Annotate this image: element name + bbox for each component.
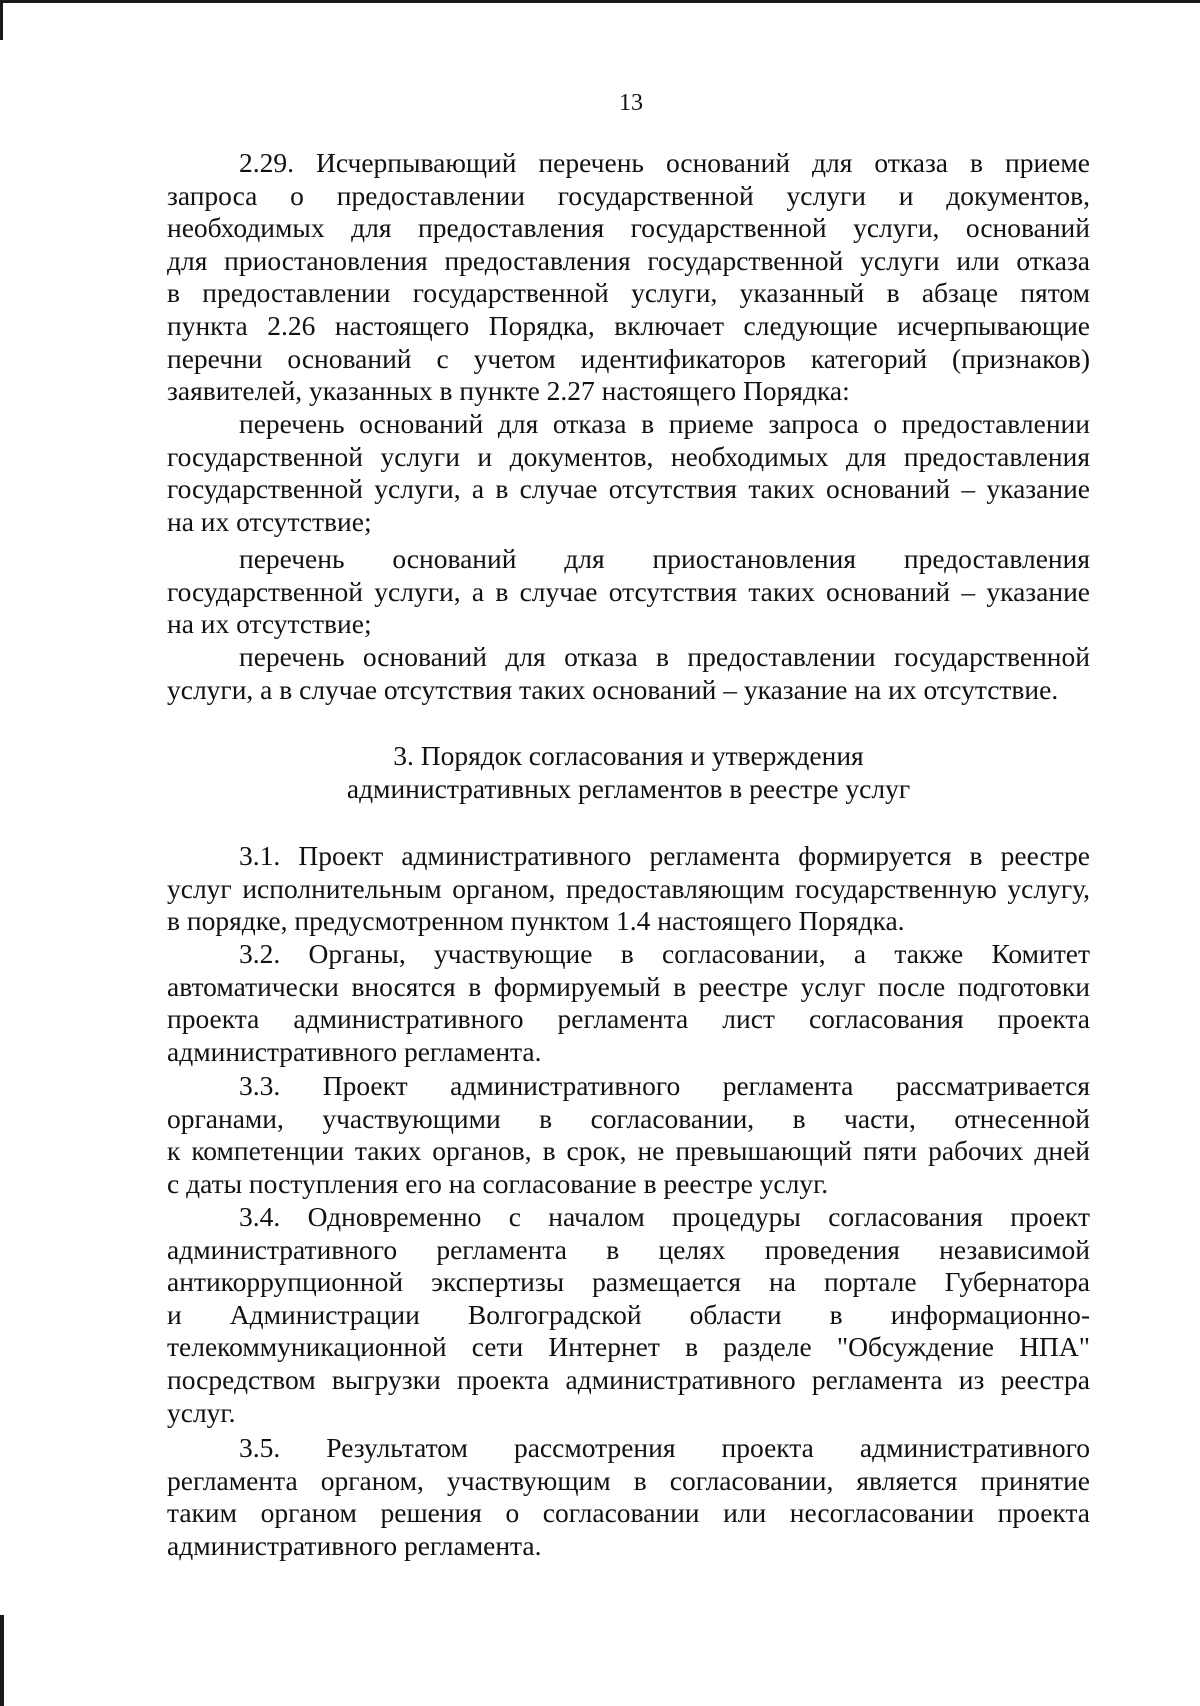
paragraph-line: телекоммуникационной сети Интернет в разделе "Обсуждение НПА" <box>167 1331 1090 1363</box>
paragraph-line: на их отсутствие; <box>167 505 372 537</box>
paragraph-line: перечень оснований для отказа в предоставлении государственной <box>239 641 1090 672</box>
paragraph-line: 3.2. Органы, участвующие в согласовании, а также Комитет <box>239 938 1090 969</box>
paragraph-line: проекта административного регламента лист согласования проекта <box>167 1003 1090 1035</box>
paragraph-line: таким органом решения о согласовании или несогласовании проекта <box>167 1497 1090 1529</box>
paragraph-line: перечень оснований для отказа в приеме запроса о предоставлении <box>239 408 1090 439</box>
paragraph-line: для приостановления предоставления государственной услуги или отказа <box>167 244 1090 276</box>
paragraph-line: перечень оснований для приостановления предоставления <box>239 543 1090 574</box>
scan-edge-left-bottom <box>0 1615 4 1706</box>
paragraph-2-29 <box>167 147 1090 408</box>
paragraph-line: автоматически вносятся в формируемый в реестре услуг после подготовки <box>167 970 1090 1002</box>
paragraph-line: административного регламента. <box>167 1529 542 1561</box>
paragraph-line: 2.29. Исчерпывающий перечень оснований для отказа в приеме <box>239 147 1090 178</box>
paragraph-line: 3.5. Результатом рассмотрения проекта административного <box>239 1432 1090 1463</box>
paragraph-line: 3.1. Проект административного регламента формируется в реестре <box>239 840 1090 871</box>
page-number: 13 <box>619 90 643 116</box>
section-heading <box>167 739 1090 805</box>
paragraph-list-item-2 <box>167 543 1090 641</box>
paragraph-line: необходимых для предоставления государственной услуги, оснований <box>167 212 1090 244</box>
paragraph-3-4 <box>167 1201 1090 1429</box>
scan-edge-top <box>0 0 1200 3</box>
paragraph-line: государственной услуги и документов, необходимых для предоставления <box>167 440 1090 472</box>
section-heading-line: административных регламентов в реестре услуг <box>346 773 911 804</box>
paragraph-line: заявителей, указанных в пункте 2.27 настоящего Порядка: <box>167 375 850 407</box>
paragraph-line: в порядке, предусмотренном пунктом 1.4 настоящего Порядка. <box>167 905 905 937</box>
paragraph-line: 3.4. Одновременно с началом процедуры согласования проект <box>239 1201 1090 1232</box>
paragraph-line: административного регламента. <box>167 1035 542 1067</box>
paragraph-line: посредством выгрузки проекта административного регламента из реестра <box>167 1363 1090 1395</box>
section-heading-line: 3. Порядок согласования и утверждения <box>393 740 864 771</box>
paragraph-line: услуг. <box>167 1396 236 1428</box>
paragraph-line: регламента органом, участвующим в согласовании, является принятие <box>167 1464 1090 1496</box>
paragraph-list-item-3 <box>167 641 1090 706</box>
scan-edge-left-top <box>0 0 3 40</box>
paragraph-line: административного регламента в целях проведения независимой <box>167 1233 1090 1265</box>
paragraph-line: услуги, а в случае отсутствия таких оснований – указание на их отсутствие. <box>167 673 1059 705</box>
paragraph-line: услуг исполнительным органом, предоставляющим государственную услугу, <box>167 872 1090 904</box>
paragraph-3-3 <box>167 1070 1090 1200</box>
paragraph-3-5 <box>167 1432 1090 1562</box>
paragraph-line: к компетенции таких органов, в срок, не превышающий пяти рабочих дней <box>167 1135 1090 1167</box>
paragraph-line: антикоррупционной экспертизы размещается на портале Губернатора <box>167 1266 1090 1298</box>
paragraph-line: государственной услуги, а в случае отсутствия таких оснований – указание <box>167 575 1090 607</box>
paragraph-line: запроса о предоставлении государственной услуги и документов, <box>167 179 1090 211</box>
paragraph-line: 3.3. Проект административного регламента рассматривается <box>239 1070 1090 1101</box>
paragraph-3-1 <box>167 840 1090 938</box>
paragraph-line: на их отсутствие; <box>167 608 372 640</box>
paragraph-line: и Администрации Волгоградской области в информационно- <box>167 1298 1090 1330</box>
paragraph-list-item-1 <box>167 408 1090 538</box>
paragraph-line: в предоставлении государственной услуги, указанный в абзаце пятом <box>167 277 1090 309</box>
paragraph-line: органами, участвующими в согласовании, в части, отнесенной <box>167 1102 1090 1134</box>
paragraph-line: с даты поступления его на согласование в реестре услуг. <box>167 1167 829 1199</box>
paragraph-line: государственной услуги, а в случае отсутствия таких оснований – указание <box>167 473 1090 505</box>
paragraph-3-2 <box>167 938 1090 1068</box>
paragraph-line: перечни оснований с учетом идентификаторов категорий (признаков) <box>167 342 1090 374</box>
paragraph-line: пункта 2.26 настоящего Порядка, включает следующие исчерпывающие <box>167 309 1090 341</box>
